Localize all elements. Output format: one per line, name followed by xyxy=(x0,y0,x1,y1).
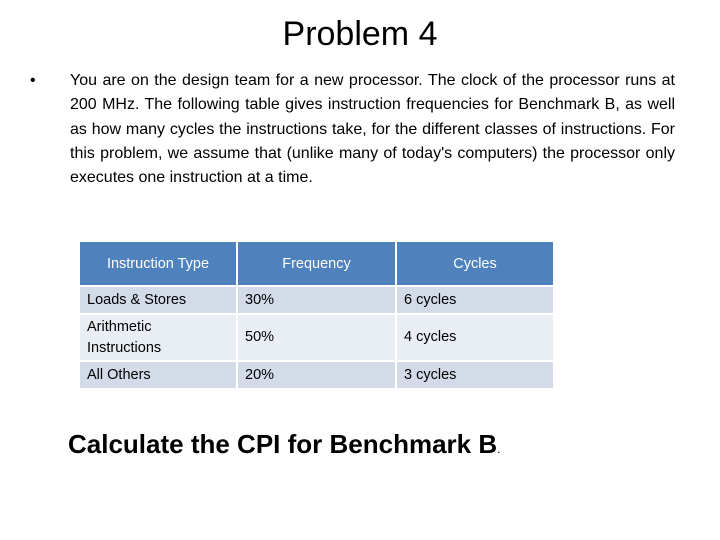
question-main: Calculate the CPI for Benchmark B xyxy=(68,429,498,459)
slide-title: Problem 4 xyxy=(282,15,438,53)
header-instruction-type: Instruction Type xyxy=(80,242,236,285)
table-header-row xyxy=(80,242,553,285)
cell-instruction-type: Loads & Stores xyxy=(80,287,236,313)
cell-frequency: 50% xyxy=(238,315,395,360)
cell-cycles: 3 cycles xyxy=(397,362,553,388)
table-row xyxy=(80,362,553,388)
header-cycles: Cycles xyxy=(397,242,553,285)
bullet-item xyxy=(30,69,675,190)
cell-cycles: 6 cycles xyxy=(397,287,553,313)
table-row xyxy=(80,287,553,313)
header-frequency: Frequency xyxy=(238,242,395,285)
instruction-frequency-table xyxy=(78,240,555,390)
cell-cycles: 4 cycles xyxy=(397,315,553,360)
cell-instruction-type: Arithmetic Instructions xyxy=(80,315,236,360)
table-row xyxy=(80,315,553,360)
bullet-text: You are on the design team for a new processor. The clock of the processor runs at 200 MHz. The following table gives instruction frequencies for Benchmark B, as well as how many cycles the instructions take, for the different classes of instructions. For this problem, we assume that (unlike many of today's computers) the processor only executes one instruction at a time. xyxy=(70,72,675,187)
cell-frequency: 30% xyxy=(238,287,395,313)
cell-frequency: 20% xyxy=(238,362,395,388)
question-text xyxy=(68,426,500,467)
question-period: . xyxy=(497,442,501,456)
cell-instruction-type: All Others xyxy=(80,362,236,388)
bullet-dot-icon: • xyxy=(30,72,36,89)
